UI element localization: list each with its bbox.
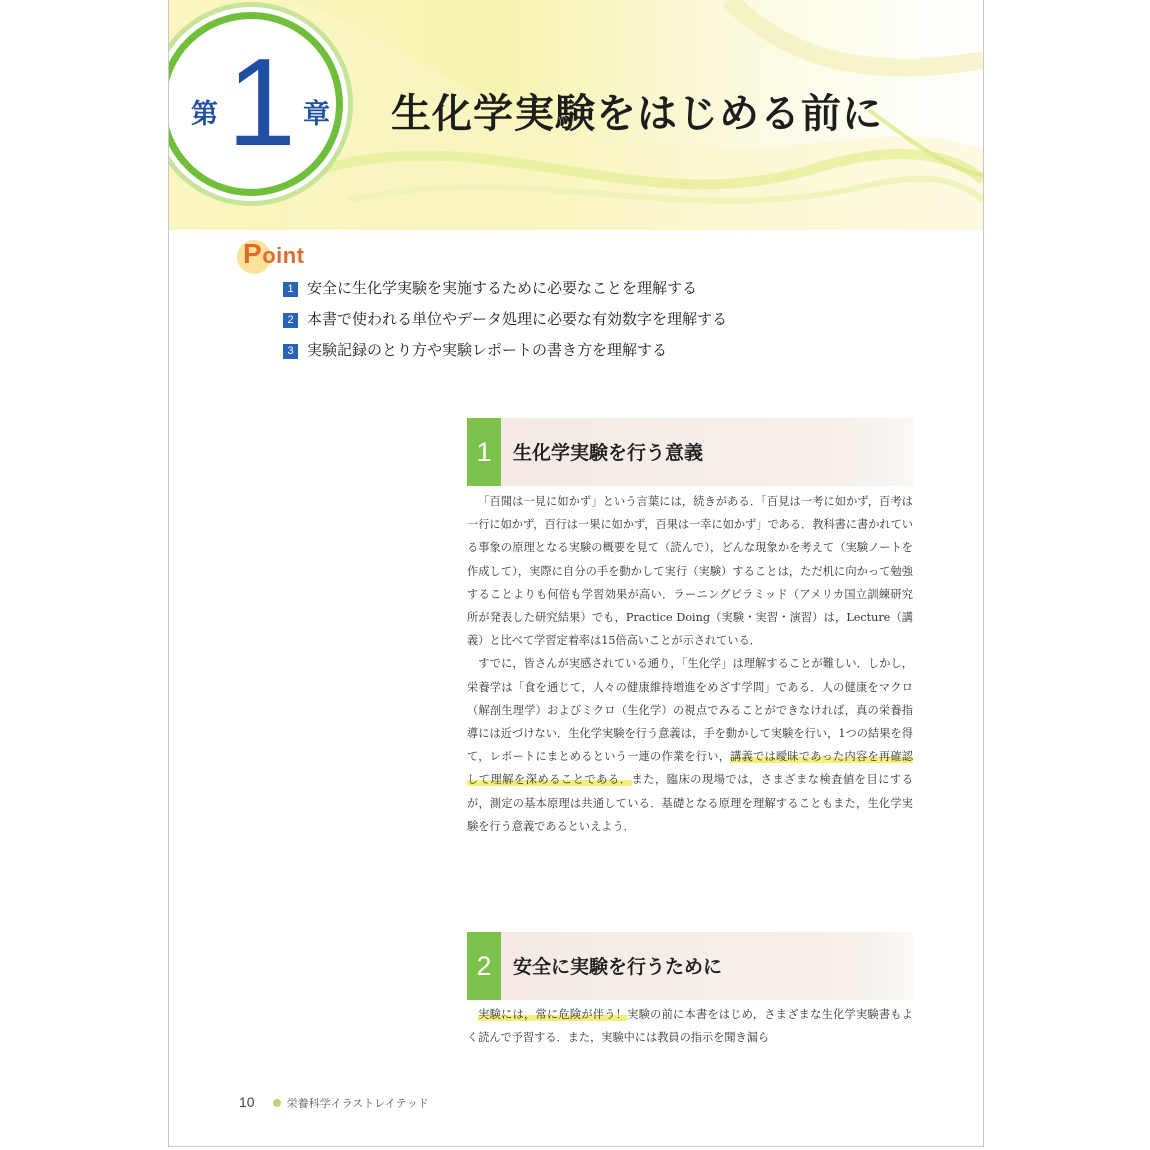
section-title: 安全に実験を行うために bbox=[513, 956, 723, 978]
point-text: 本書で使われる単位やデータ処理に必要な有効数字を理解する bbox=[307, 310, 728, 328]
paragraph-text: すでに，皆さんが実感されている通り，「生化学」は理解することが難しい．しかし，栄養学は「食を通じて，人々の健康維持増進をめざす学問」である．人の健康をマクロ（解剖生理学）およびミクロ（生化学）の視点でみることができなければ，真の栄養指導には近づけない．生化学実験を行う意義は，手を動かして実験を行い，1つの結果を得て，レポートにまとめるという一連の作業を行い， bbox=[467, 657, 913, 764]
book-title: 栄養科学イラストレイテッド bbox=[286, 1097, 429, 1110]
point-heading bbox=[243, 238, 305, 278]
highlighted-text: 講義では曖昧であった内容を再確認して理解を深めることである． bbox=[467, 750, 913, 787]
point-text: 安全に生化学実験を実施するために必要なことを理解する bbox=[307, 279, 698, 297]
page-footer bbox=[239, 1094, 429, 1111]
chapter-title: 生化学実験をはじめる前に bbox=[391, 91, 883, 137]
point-number-badge: 2 bbox=[283, 313, 298, 328]
paragraph-text: また，臨床の現場では，さまざまな検査値を目にするが，測定の基本原理は共通している．基礎となる原理を理解することもまた，生化学実験を行う意義であるといえよう． bbox=[467, 773, 913, 833]
point-text: 実験記録のとり方や実験レポートの書き方を理解する bbox=[307, 341, 668, 359]
highlighted-text: 実験には，常に危険が伴う！ bbox=[478, 1008, 628, 1021]
point-number-badge: 1 bbox=[283, 282, 298, 297]
section-1-body bbox=[467, 490, 913, 838]
section-title: 生化学実験を行う意義 bbox=[513, 442, 704, 464]
chapter-suffix: 章 bbox=[303, 99, 330, 130]
paragraph: 「百聞は一見に如かず」という言葉には，続きがある．「百見は一考に如かず，百考は一行に如かず，百行は一果に如かず，百果は一幸に如かず」である．教科書に書かれている事象の原理となる実験の概要を見て（読んで），どんな現象かを考えて（実験ノートを作成して），実際に自分の手を動かして実行（実験）することは，ただ机に向かって勉強することよりも何倍も学習効果が高い．ラーニングピラミッド（アメリカ国立訓練研究所が発表した研究結果）でも，Practice Doing（実験・実習・演習）は，Lecture（講義）と比べて学習定着率は15倍高いことが示されている． bbox=[467, 495, 913, 648]
paragraph bbox=[467, 1003, 913, 1049]
paragraph bbox=[467, 652, 913, 838]
point-heading-rest: oint bbox=[262, 243, 305, 268]
point-list bbox=[283, 277, 727, 370]
point-item bbox=[283, 339, 727, 370]
paragraph-text: 実験の前に本書をはじめ，さまざまな生化学実験書もよく読んで予習する．また，実験中には教員の指示を聞き漏ら bbox=[467, 1008, 913, 1045]
chapter-number: 1 bbox=[227, 34, 296, 172]
section-heading-2 bbox=[467, 932, 913, 1000]
document-page bbox=[168, 0, 984, 1147]
chapter-prefix: 第 bbox=[191, 99, 218, 130]
section-2-body bbox=[467, 1003, 913, 1049]
point-item bbox=[283, 277, 727, 308]
point-heading-initial: P bbox=[243, 238, 263, 269]
bullet-dot-icon bbox=[273, 1099, 281, 1107]
point-number-badge: 3 bbox=[283, 344, 298, 359]
section-heading-1 bbox=[467, 418, 913, 486]
point-item bbox=[283, 308, 727, 339]
section-number: 1 bbox=[467, 418, 501, 486]
section-number: 2 bbox=[467, 932, 501, 1000]
chapter-banner bbox=[169, 0, 983, 230]
page-number: 10 bbox=[239, 1094, 255, 1110]
